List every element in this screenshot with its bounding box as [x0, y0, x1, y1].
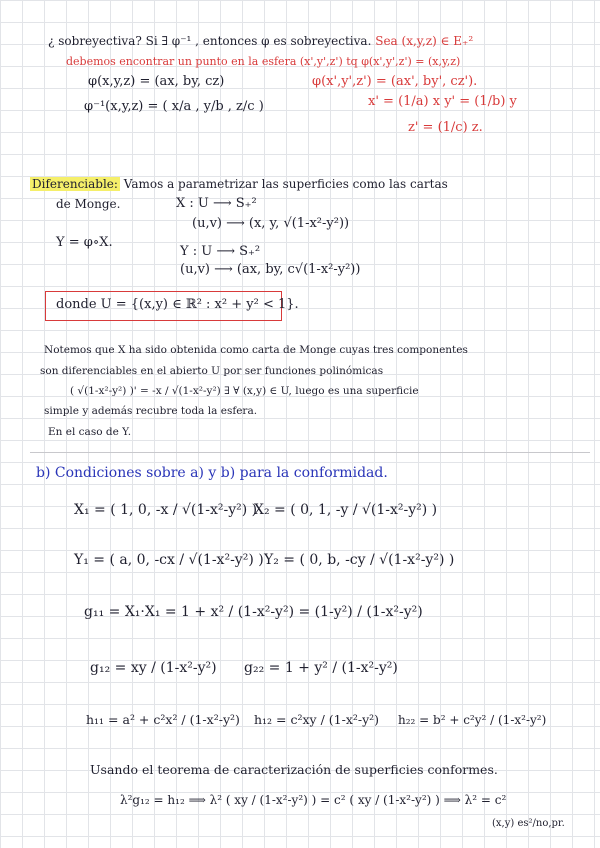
- h22-coefficient: h₂₂ = b² + c²y² / (1-x²-y²): [398, 713, 547, 727]
- h12-coefficient: h₁₂ = c²xy / (1-x²-y²): [254, 712, 380, 727]
- x1-vector: X₁ = ( 1, 0, -x / √(1-x²-y²) ): [74, 502, 258, 518]
- h11-coefficient: h₁₁ = a² + c²x² / (1-x²-y²): [86, 712, 240, 727]
- note-line-1: Notemos que X ha sido obtenida como carta de Monge cuyas tres componentes: [44, 344, 468, 356]
- surjectivity-line: [48, 34, 473, 48]
- g11-coefficient: g₁₁ = X₁·X₁ = 1 + x² / (1-x²-y²) = (1-y²) / (1-x²-y²): [84, 604, 423, 620]
- surjectivity-red-note: Sea (x,y,z) ∈ E₊²: [375, 34, 474, 48]
- y-map: Y : U ⟶ S₊²: [180, 244, 261, 259]
- solution-xy: x' = (1/a) x y' = (1/b) y: [368, 94, 517, 109]
- y-parametrization: (u,v) ⟶ (ax, by, c√(1-x²-y²)): [180, 262, 361, 277]
- phi-definition: φ(x,y,z) = (ax, by, cz): [88, 74, 225, 89]
- x-map: X : U ⟶ S₊²: [176, 196, 257, 211]
- x-parametrization: (u,v) ⟶ (x, y, √(1-x²-y²)): [192, 216, 350, 231]
- surjectivity-text: ¿ sobreyectiva? Si ∃ φ⁻¹ , entonces φ es sobreyectiva.: [48, 34, 372, 48]
- differentiable-text: Vamos a parametrizar las superficies como las cartas: [123, 177, 448, 191]
- x2-vector: X₂ = ( 0, 1, -y / √(1-x²-y²) ): [254, 502, 438, 518]
- section-separator: [30, 452, 590, 453]
- phi-prime-definition: φ(x',y',z') = (ax', by', cz').: [312, 74, 478, 89]
- final-note: (x,y) es²/no,pr.: [492, 818, 565, 829]
- monge-text: de Monge.: [56, 197, 121, 211]
- theorem-statement: Usando el teorema de caracterización de superficies conformes.: [90, 762, 498, 777]
- solution-z: z' = (1/c) z.: [408, 120, 483, 135]
- note-line-3: ( √(1-x²-y²) )' = -x / √(1-x²-y²) ∃ ∀ (x,y) ∈ U, luego es una superficie: [70, 385, 419, 397]
- differentiable-label: Diferenciable:: [32, 177, 118, 191]
- differentiable-line: [30, 177, 448, 191]
- find-point-note: debemos encontrar un punto en la esfera (x',y',z') tq φ(x',y',z') = (x,y,z): [66, 55, 461, 68]
- note-line-2: son diferenciables en el abierto U por ser funciones polinómicas: [40, 365, 384, 377]
- y1-vector: Y₁ = ( a, 0, -cx / √(1-x²-y²) ): [74, 552, 264, 568]
- g12-coefficient: g₁₂ = xy / (1-x²-y²): [90, 660, 217, 676]
- note-line-4: simple y además recubre toda la esfera.: [44, 405, 258, 417]
- y2-vector: Y₂ = ( 0, b, -cy / √(1-x²-y²) ): [264, 552, 455, 568]
- y-definition: Y = φ∘X.: [56, 235, 113, 250]
- g22-coefficient: g₂₂ = 1 + y² / (1-x²-y²): [244, 660, 398, 676]
- final-equation: λ²g₁₂ = h₁₂ ⟹ λ² ( xy / (1-x²-y²) ) = c² ( xy / (1-x²-y²) ) ⟹ λ² = c²: [120, 793, 507, 807]
- part-b-heading: b) Condiciones sobre a) y b) para la conformidad.: [36, 465, 388, 481]
- domain-text: donde U = {(x,y) ∈ ℝ² : x² + y² < 1}.: [56, 297, 299, 312]
- note-line-5: En el caso de Y.: [48, 426, 132, 438]
- phi-inverse: φ⁻¹(x,y,z) = ( x/a , y/b , z/c ): [84, 99, 264, 114]
